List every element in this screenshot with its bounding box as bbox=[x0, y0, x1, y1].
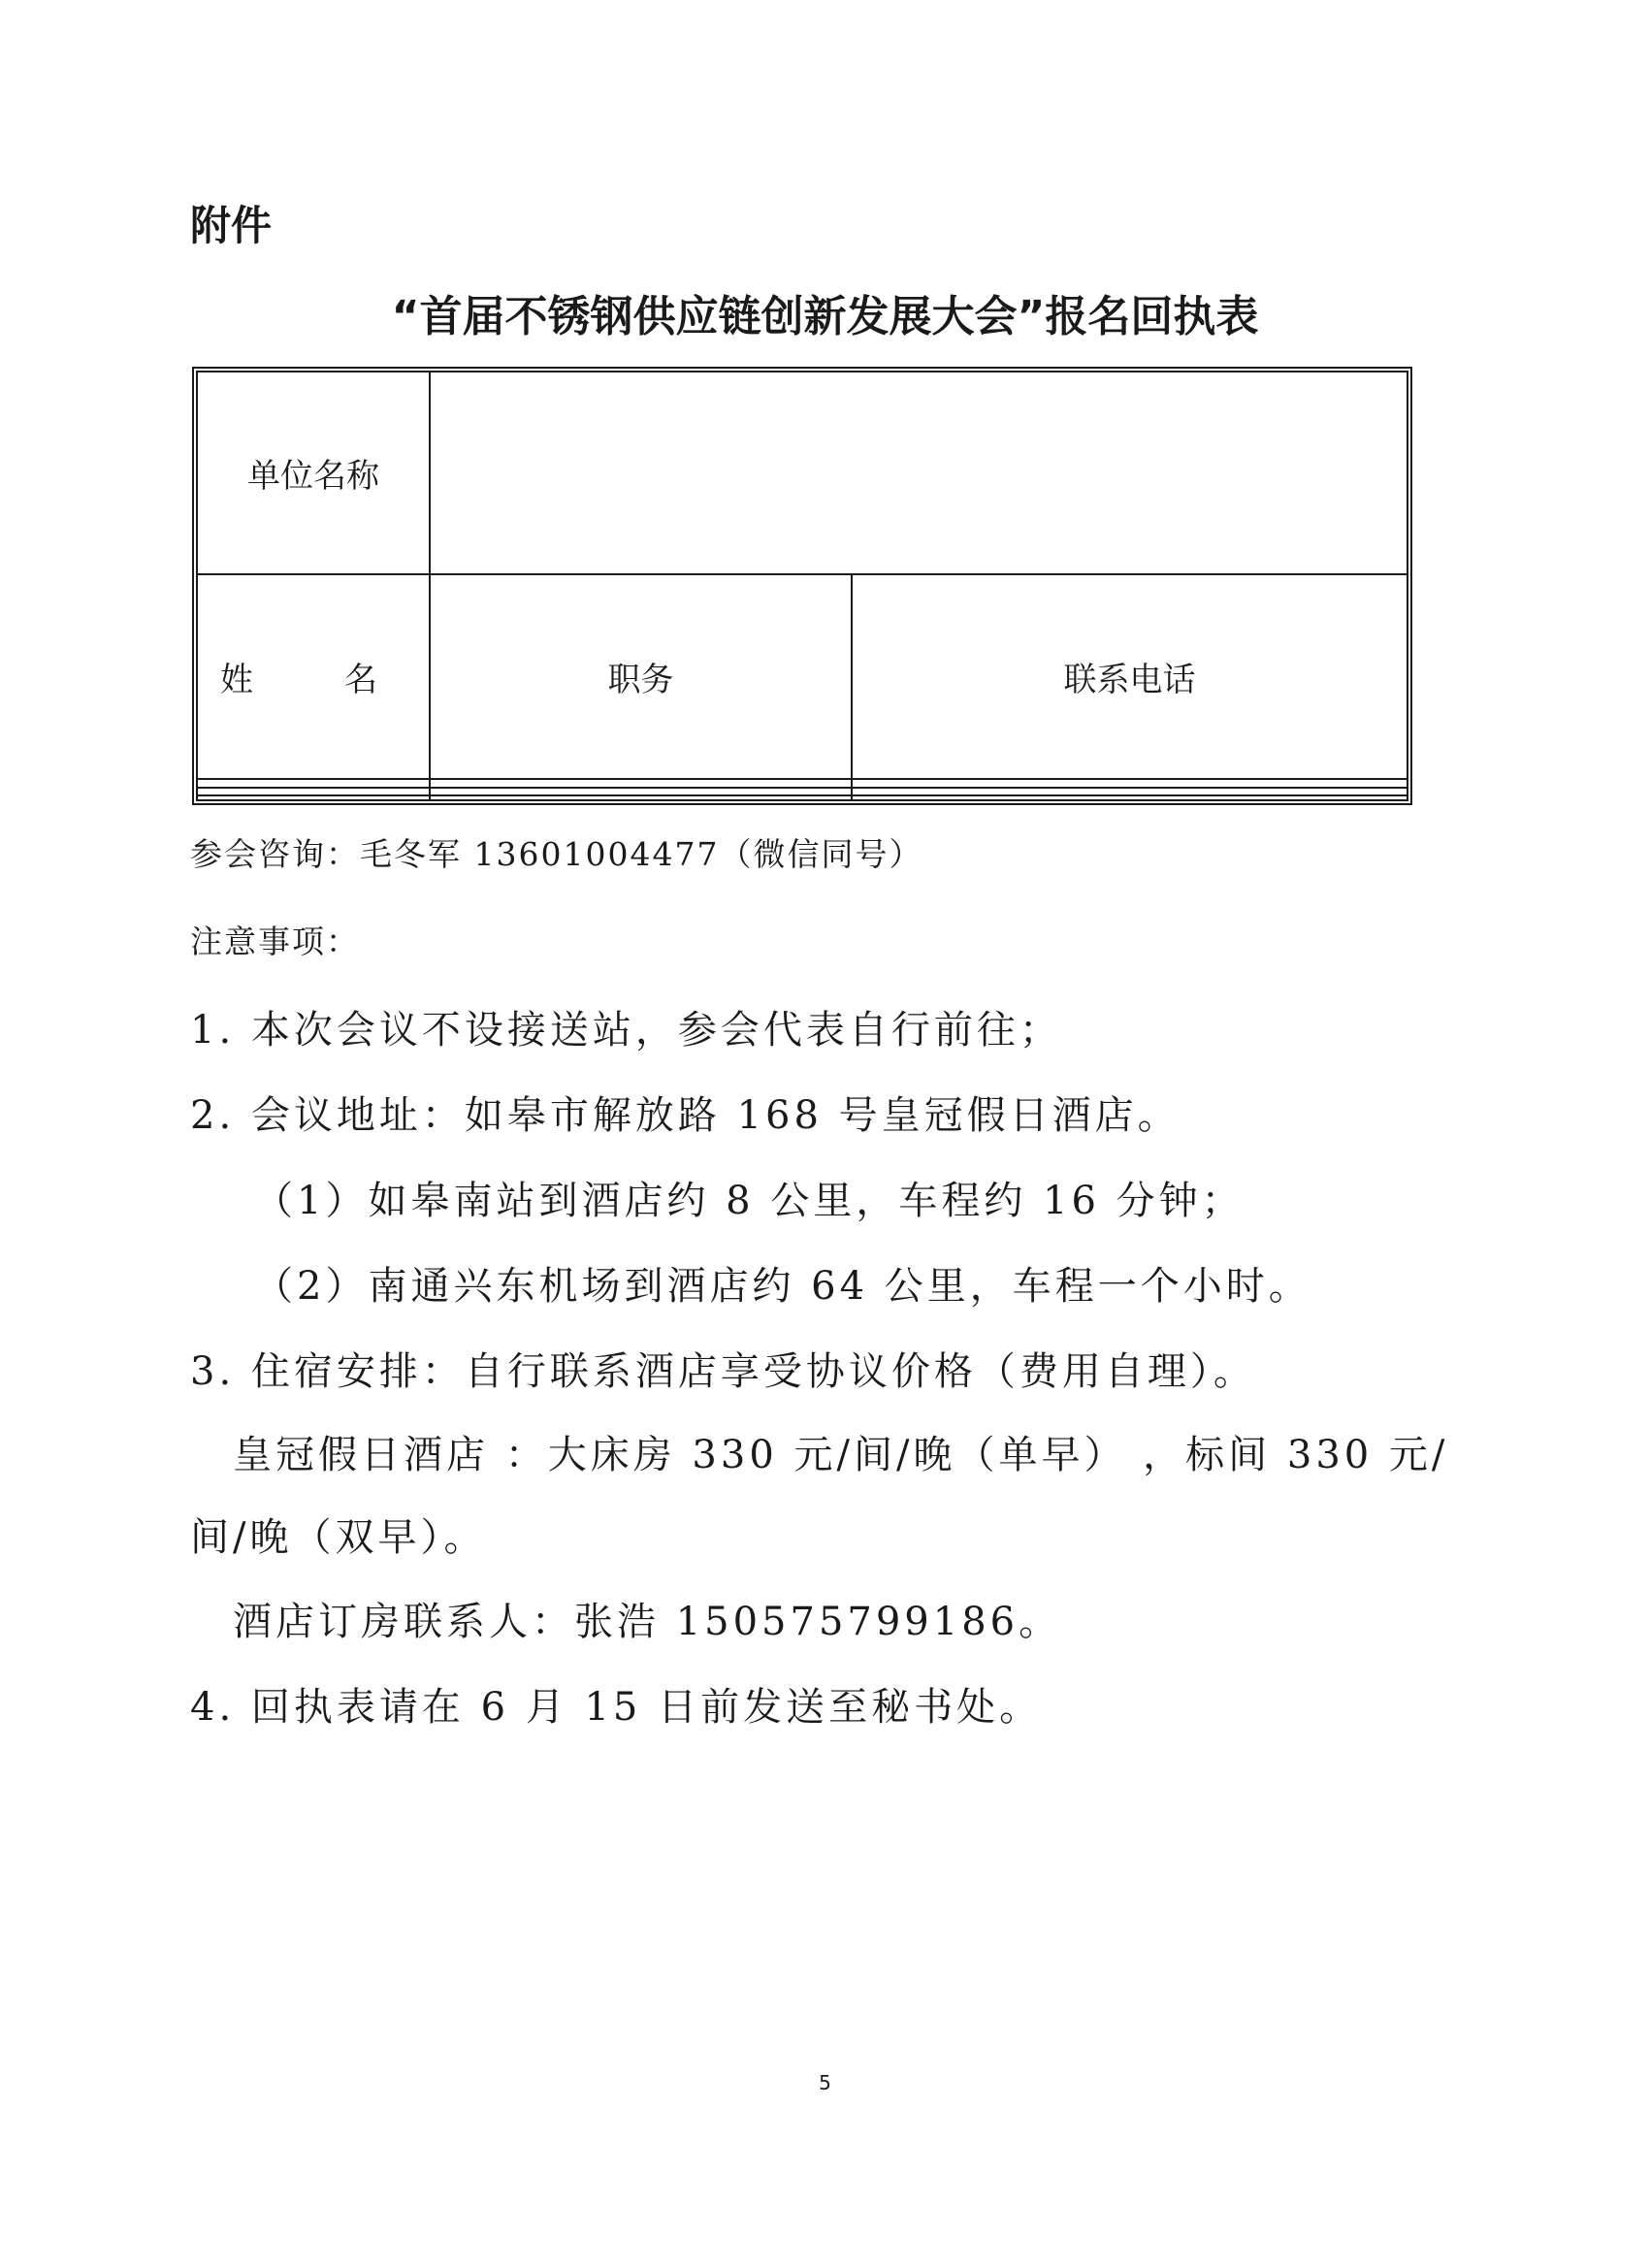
position-cell[interactable] bbox=[430, 779, 852, 787]
table-row bbox=[198, 779, 1407, 787]
phone-cell[interactable] bbox=[852, 795, 1407, 799]
name-cell[interactable] bbox=[198, 788, 430, 795]
page-number: 5 bbox=[819, 2071, 831, 2094]
note-item-4: 4. 回执表请在 6 月 15 日前发送至秘书处。 bbox=[190, 1685, 1043, 1730]
note-item-2: 2. 会议地址：如皋市解放路 168 号皇冠假日酒店。 bbox=[190, 1093, 1181, 1138]
booking-contact-line: 酒店订房联系人：张浩 150575799186。 bbox=[233, 1600, 1062, 1644]
attachment-label: 附件 bbox=[190, 202, 273, 249]
note-item-2-sub-2: （2）南通兴东机场到酒店约 64 公里，车程一个小时。 bbox=[254, 1264, 1311, 1309]
phone-cell[interactable] bbox=[852, 788, 1407, 795]
column-header-position: 职务 bbox=[430, 574, 852, 780]
table-row bbox=[198, 788, 1407, 795]
name-cell[interactable] bbox=[198, 795, 430, 799]
document-title: “首届不锈钢供应链创新发展大会”报名回执表 bbox=[391, 292, 1259, 341]
table-header-row bbox=[198, 574, 1407, 780]
column-header-phone: 联系电话 bbox=[852, 574, 1407, 780]
note-item-3: 3. 住宿安排：自行联系酒店享受协议价格（费用自理）。 bbox=[190, 1349, 1256, 1394]
notes-heading: 注意事项： bbox=[190, 923, 360, 960]
table-row-unit bbox=[198, 373, 1407, 574]
note-item-2-sub-1: （1）如皋南站到酒店约 8 公里，车程约 16 分钟； bbox=[254, 1179, 1245, 1223]
position-cell[interactable] bbox=[430, 795, 852, 799]
table-row bbox=[198, 795, 1407, 799]
note-item-1: 1. 本次会议不设接送站，参会代表自行前往； bbox=[190, 1008, 1062, 1053]
unit-name-field[interactable] bbox=[430, 373, 1407, 574]
column-header-name: 姓 名 bbox=[198, 574, 430, 780]
hotel-price-line: 皇冠假日酒店 ：大床房 330 元/间/晚（单早） ，标间 330 元/ bbox=[233, 1433, 1449, 1477]
position-cell[interactable] bbox=[430, 788, 852, 795]
unit-name-label: 单位名称 bbox=[198, 373, 430, 574]
registration-table bbox=[192, 367, 1412, 805]
phone-cell[interactable] bbox=[852, 779, 1407, 787]
name-cell[interactable] bbox=[198, 779, 430, 787]
hotel-price-line-cont: 间/晚（双早）。 bbox=[190, 1515, 487, 1560]
consult-line: 参会咨询：毛冬军 13601004477（微信同号） bbox=[190, 835, 923, 873]
